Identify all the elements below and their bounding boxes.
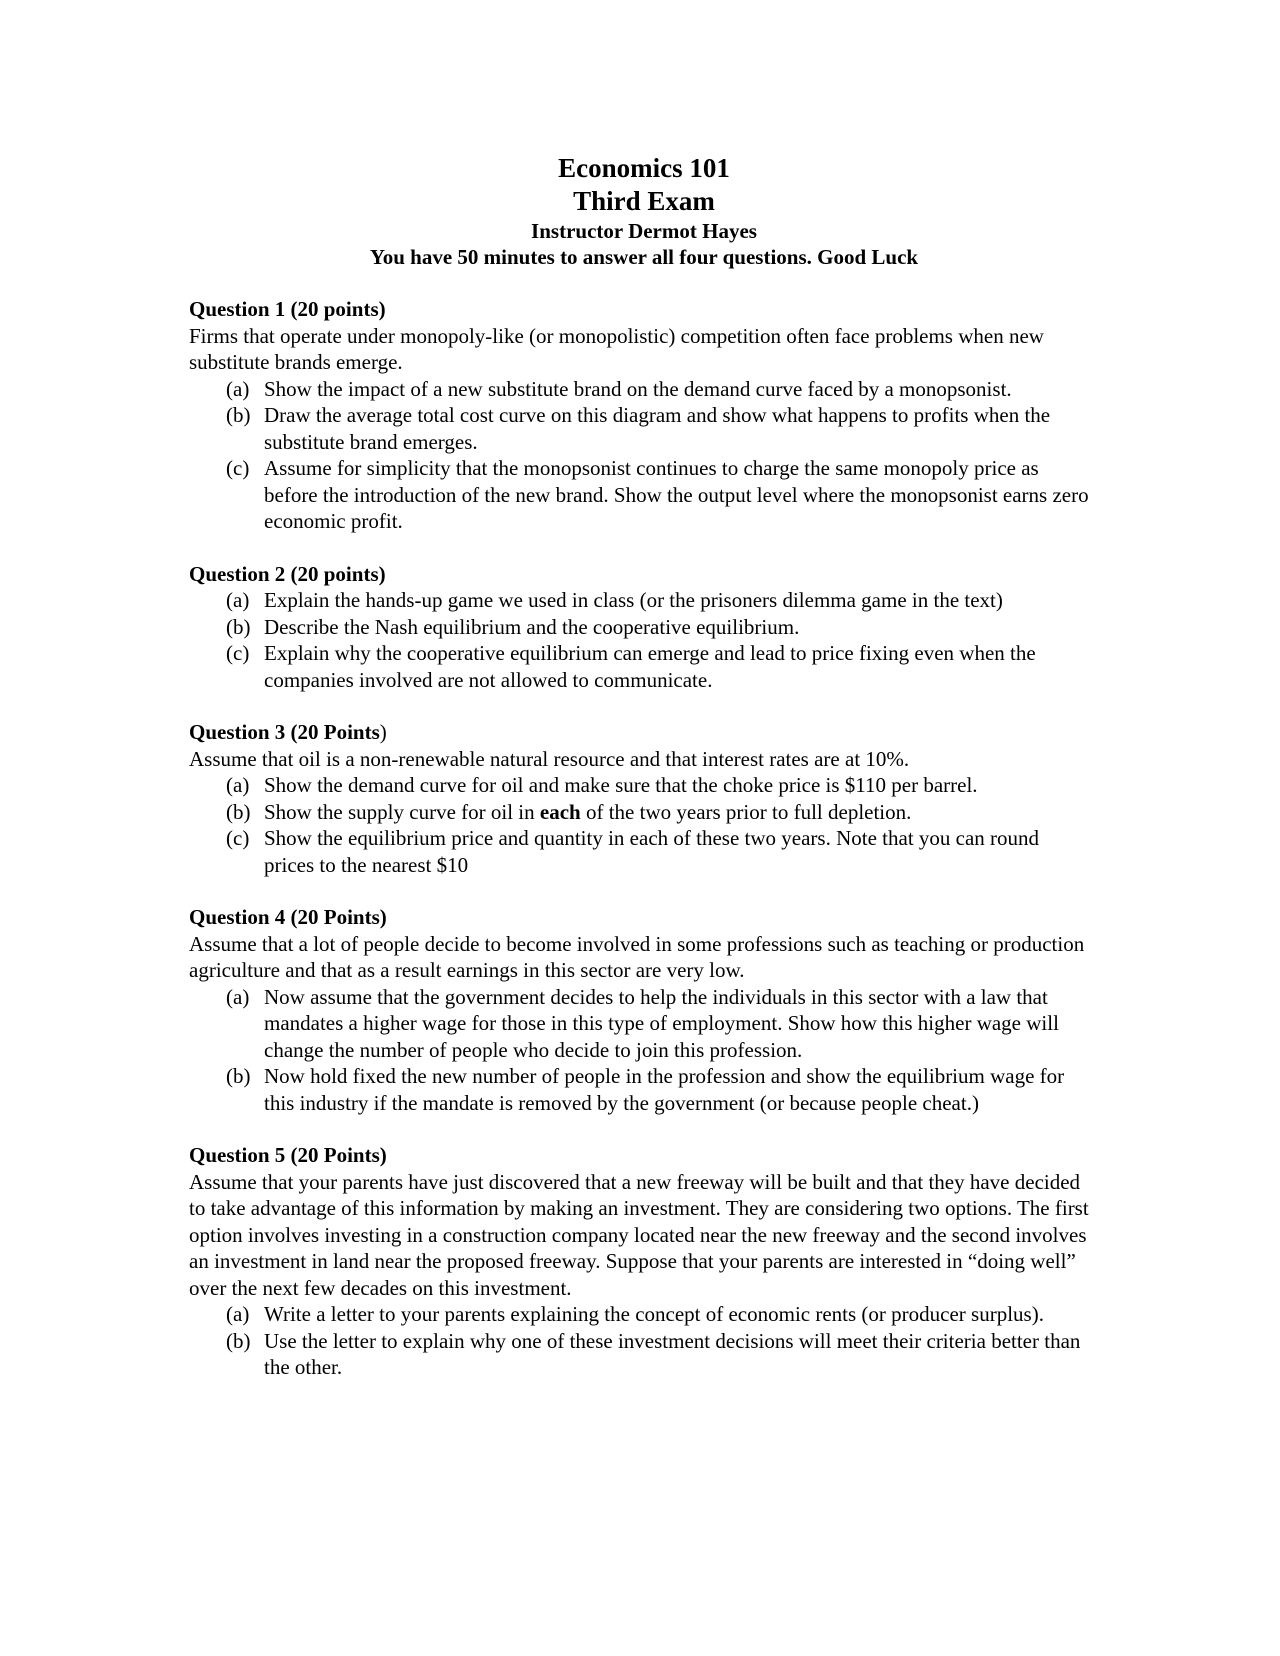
part-text: Draw the average total cost curve on this diagram and show what happens to profits when the substitute brand emerges. <box>264 403 1051 454</box>
part-text: Explain why the cooperative equilibrium can emerge and lead to price fixing even when the companies involved are not allowed to communicate. <box>264 641 1036 692</box>
question-part <box>226 984 1089 1064</box>
part-text-after: of the two years prior to full depletion. <box>580 799 912 824</box>
instructor-name: Instructor Dermot Hayes <box>531 219 757 243</box>
question-heading: Question 5 (20 Points) <box>189 1143 387 1167</box>
part-marker: (c) <box>226 641 250 665</box>
question-parts <box>189 772 1089 878</box>
question-parts <box>189 587 1089 693</box>
part-text-before: Show the supply curve for oil in <box>264 799 540 824</box>
part-marker: (c) <box>226 456 250 480</box>
exam-header <box>189 152 1099 270</box>
part-text: Show the equilibrium price and quantity in each of these two years. Note that you can round prices to the nearest $10 <box>264 826 1040 877</box>
question-heading-paren: ) <box>379 720 387 744</box>
part-text: Describe the Nash equilibrium and the cooperative equilibrium. <box>264 614 800 639</box>
part-marker: (a) <box>226 1302 250 1326</box>
part-text-emphasis: each <box>539 799 581 824</box>
question-parts <box>189 984 1089 1117</box>
question-heading-text: Question 3 (20 Points <box>189 720 380 744</box>
part-text: Now assume that the government decides to help the individuals in this sector with a law that mandates a higher wage for those in this type of employment. Show how this higher wage will change the number of people who decide to join this profession. <box>264 984 1059 1062</box>
part-marker: (b) <box>226 1328 251 1353</box>
exam-instructions: You have 50 minutes to answer all four questions. Good Luck <box>369 245 919 269</box>
part-marker: (b) <box>226 403 251 427</box>
exam-title: Third Exam <box>573 186 715 216</box>
question-heading: Question 4 (20 Points) <box>189 905 387 929</box>
question-part <box>226 640 1089 693</box>
question-heading: Question 1 (20 points) <box>189 297 386 321</box>
question-intro: Assume that oil is a non-renewable natural resource and that interest rates are at 10%. <box>189 746 910 771</box>
exam-page <box>189 152 1089 1381</box>
question-parts <box>189 1301 1089 1381</box>
part-text: Write a letter to your parents explaining the concept of economic rents (or producer surplus). <box>264 1302 1044 1326</box>
part-marker: (b) <box>226 1064 251 1088</box>
part-marker: (a) <box>226 376 250 401</box>
question-heading: Question 2 (20 points) <box>189 561 386 586</box>
part-text: Show the impact of a new substitute brand on the demand curve faced by a monopsonist. <box>264 376 1012 401</box>
part-text: Show the demand curve for oil and make sure that the choke price is $110 per barrel. <box>264 773 978 797</box>
question-part <box>226 1301 1089 1328</box>
question-2 <box>189 561 1089 694</box>
question-4 <box>189 904 1089 1116</box>
question-part <box>226 825 1089 878</box>
question-part <box>226 587 1089 614</box>
question-5 <box>189 1142 1089 1381</box>
question-intro: Assume that your parents have just discovered that a new freeway will be built and that they have decided to take advantage of this information by making an investment. They are considering two options. The first option involves investing in a construction company located near the new freeway and the second involves an investment in land near the proposed freeway. Suppose that your parents are interested in “doing well” over the next few decades on this investment. <box>189 1169 1089 1300</box>
question-part <box>226 402 1089 455</box>
question-3 <box>189 719 1089 878</box>
question-part <box>226 799 1089 826</box>
part-marker: (b) <box>226 614 251 639</box>
part-marker: (b) <box>226 799 251 824</box>
question-part <box>226 455 1089 535</box>
question-heading <box>189 719 1089 746</box>
question-part <box>226 376 1089 403</box>
question-intro: Firms that operate under monopoly-like (or monopolistic) competition often face problems when new substitute brands emerge. <box>189 323 1044 374</box>
part-marker: (a) <box>226 588 250 612</box>
question-part <box>226 1063 1089 1116</box>
question-1 <box>189 296 1089 535</box>
question-intro: Assume that a lot of people decide to become involved in some professions such as teaching or production agriculture and that as a result earnings in this sector are very low. <box>189 931 1085 982</box>
part-marker: (a) <box>226 984 250 1009</box>
question-part <box>226 1328 1089 1381</box>
part-text: Assume for simplicity that the monopsonist continues to charge the same monopoly price as before the introduction of the new brand. Show the output level where the monopsonist earns zero economic profit. <box>264 456 1089 533</box>
part-marker: (a) <box>226 773 250 797</box>
question-part <box>226 614 1089 641</box>
course-title: Economics 101 <box>558 153 730 183</box>
question-parts <box>189 376 1089 535</box>
part-text: Use the letter to explain why one of these investment decisions will meet their criteria better than the other. <box>264 1328 1081 1379</box>
question-part <box>226 772 1089 799</box>
part-marker: (c) <box>226 826 250 850</box>
part-text: Now hold fixed the new number of people in the profession and show the equilibrium wage for this industry if the mandate is removed by the government (or because people cheat.) <box>264 1064 1065 1115</box>
part-text: Explain the hands-up game we used in class (or the prisoners dilemma game in the text) <box>264 588 1003 612</box>
